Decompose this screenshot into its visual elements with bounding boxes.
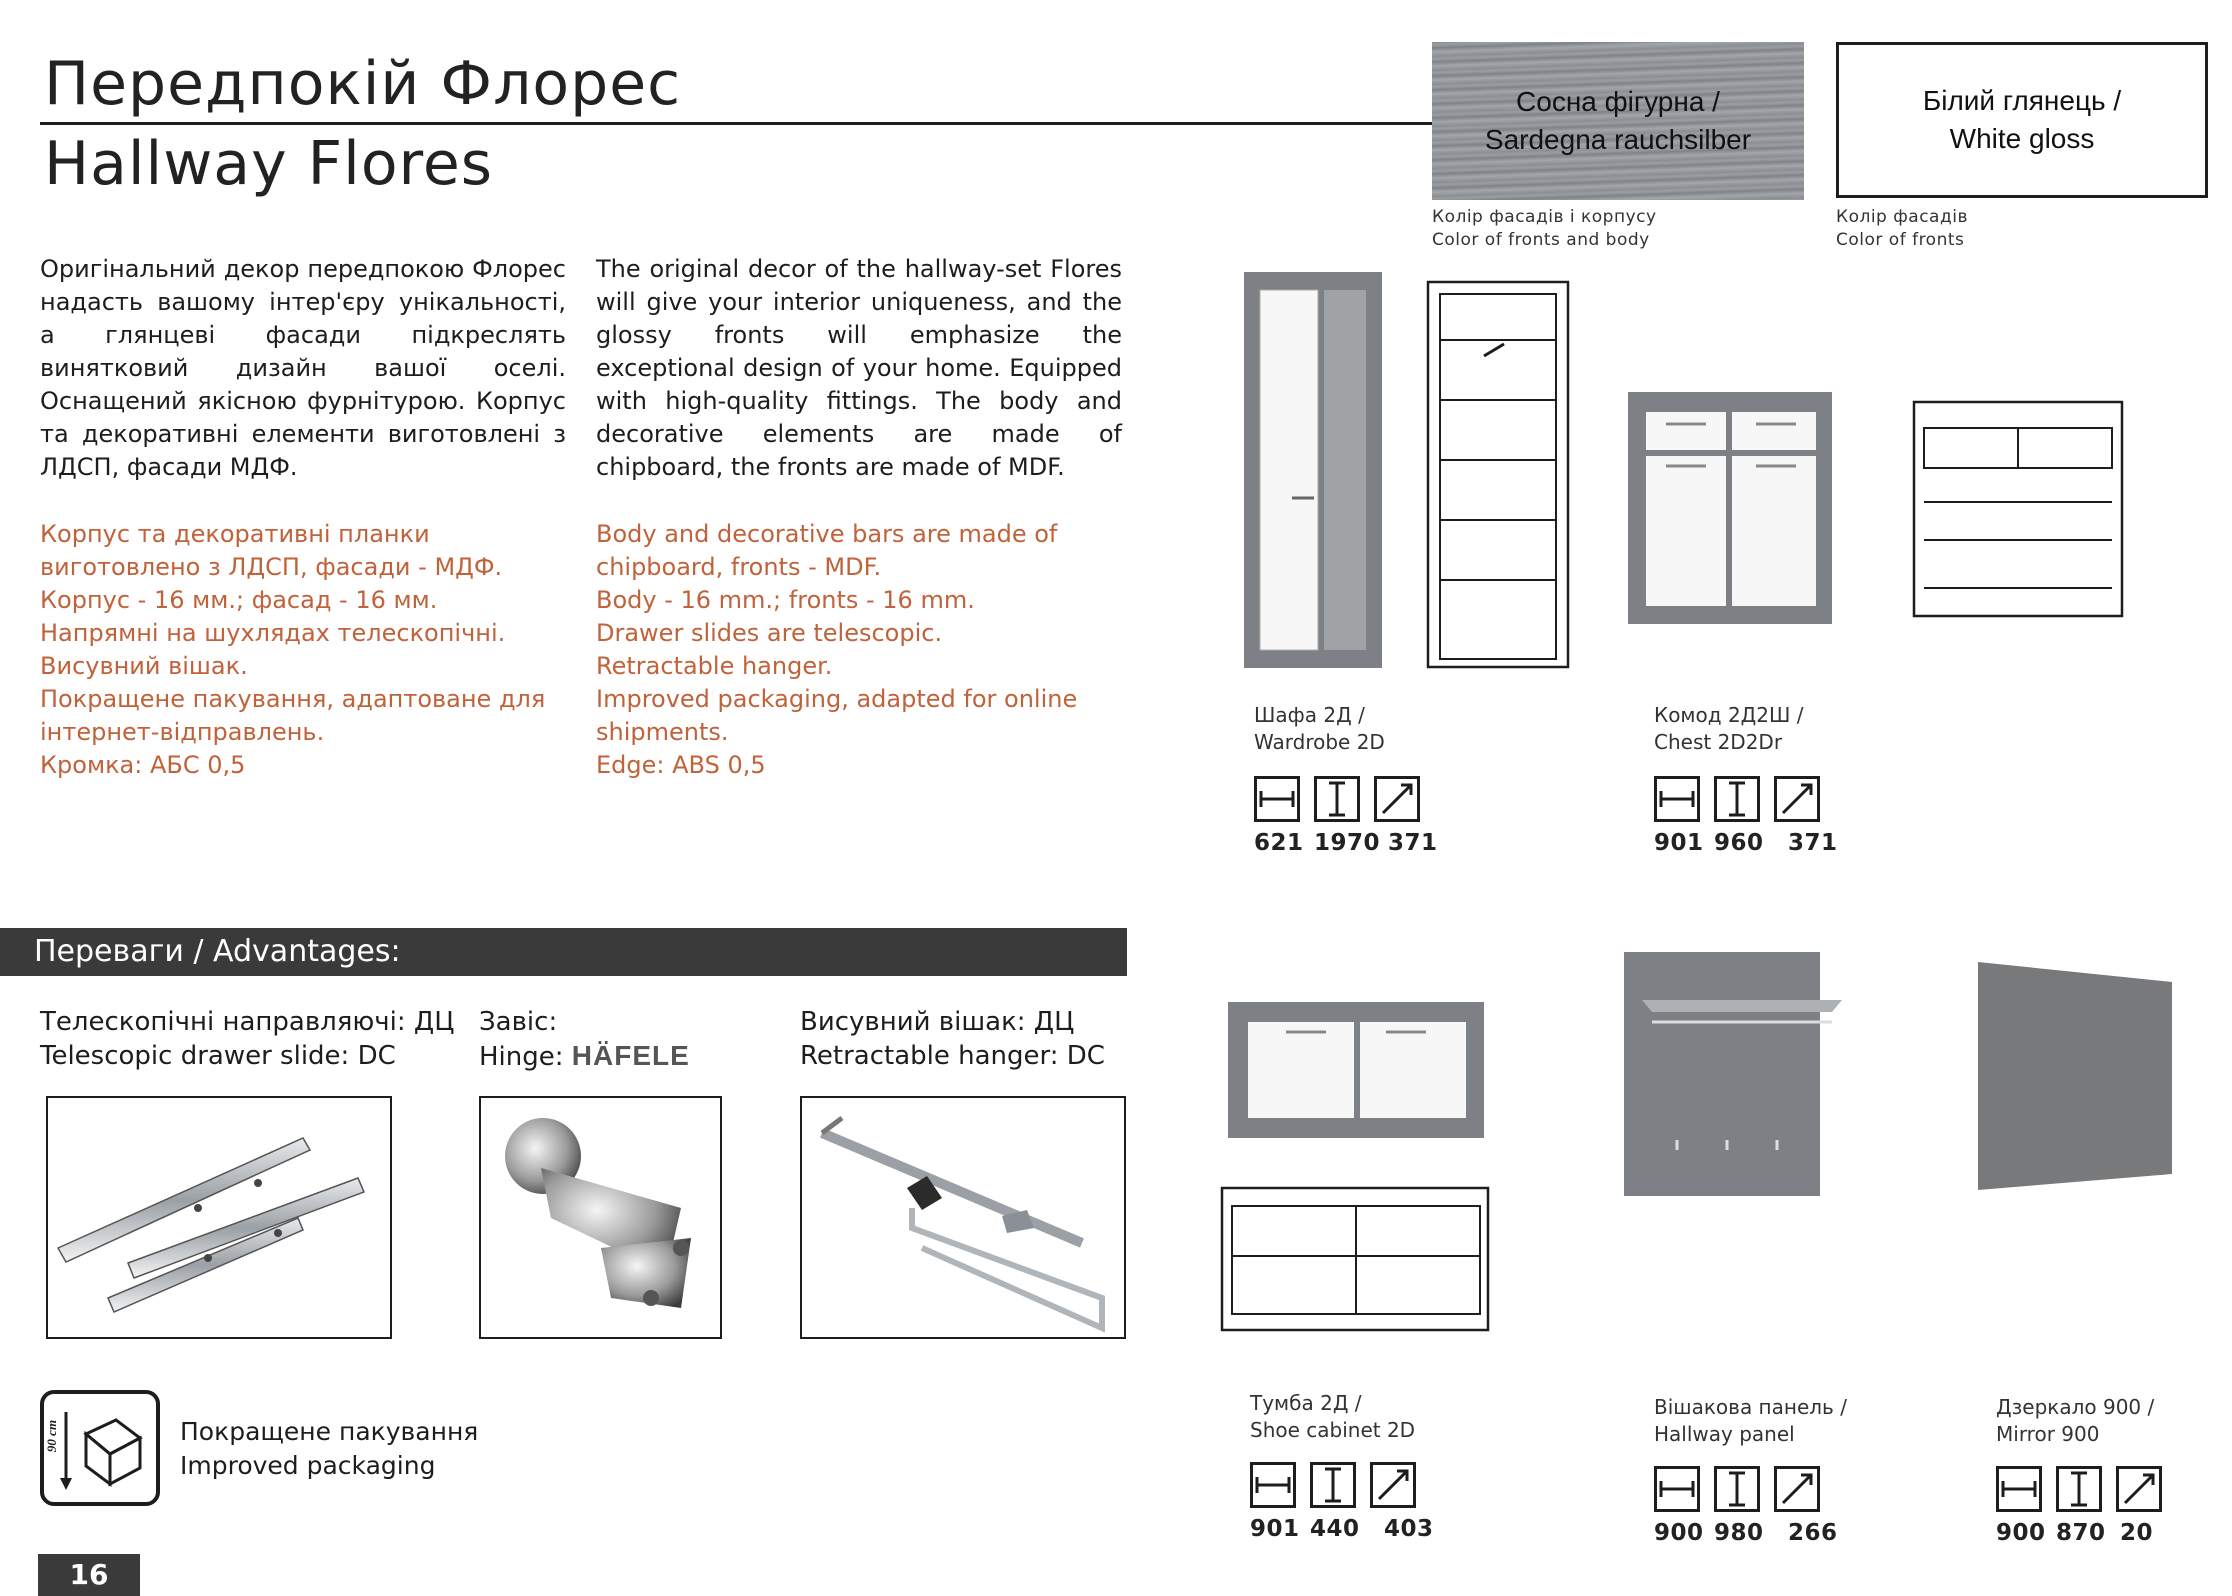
spec-line: Edge: ABS 0,5: [596, 751, 766, 779]
chest-dim-values: [1654, 830, 1838, 856]
product-name-en: Chest 2D2Dr: [1654, 730, 1783, 754]
shoe-cabinet-grey-image: [1226, 1000, 1488, 1150]
mirror-dim-icons: [1996, 1466, 2162, 1512]
mirror-image: [1976, 960, 2176, 1196]
hallway-panel-dim-icons: [1654, 1466, 1820, 1512]
dim-depth: 266: [1788, 1520, 1838, 1546]
mirror-dim-values: [1996, 1520, 2153, 1546]
spec-line: Body - 16 mm.; fronts - 16 mm.: [596, 586, 975, 614]
dim-width: 900: [1996, 1520, 2046, 1546]
product-name-ua: Шафа 2Д /: [1254, 703, 1365, 727]
width-arrow-icon: [1654, 776, 1700, 822]
product-name-ua: Комод 2Д2Ш /: [1654, 703, 1804, 727]
swatch-sardegna-caption: [1432, 206, 1657, 252]
label-en: Hinge:: [479, 1042, 564, 1072]
shoe-cabinet-line-image: [1220, 1186, 1492, 1342]
spec-line: Body and decorative bars are made of chipboard, fronts - MDF.: [596, 520, 1058, 581]
specs-ua: [40, 518, 570, 782]
description-en: The original decor of the hallway-set Flores will give your interior uniqueness, and the glossy fronts will emphasize the exceptional design of your home. Equipped with high-quality fittings. The body and decorative elements are made of chipboard, the fronts are made of MDF.: [596, 255, 1122, 481]
package-size-label: 90 cm: [44, 1419, 60, 1453]
advantage-hanger-label: [800, 1005, 1105, 1073]
depth-arrow-icon: [1370, 1462, 1416, 1508]
product-name-ua: Тумба 2Д /: [1250, 1391, 1362, 1415]
spec-line: Retractable hanger.: [596, 652, 833, 680]
caption-en: Color of fronts and body: [1432, 230, 1650, 250]
height-arrow-icon: [2056, 1466, 2102, 1512]
caption-ua: Колір фасадів: [1836, 207, 1968, 227]
width-arrow-icon: [1996, 1466, 2042, 1512]
label-en: Telescopic drawer slide: DC: [40, 1041, 396, 1071]
packaging-ua: Покращене пакування: [180, 1417, 479, 1446]
chest-grey-image: [1626, 390, 1836, 634]
height-arrow-icon: [1310, 1462, 1356, 1508]
product-wardrobe: [1254, 702, 1385, 756]
height-arrow-icon: [1714, 1466, 1760, 1512]
packaging-en: Improved packaging: [180, 1451, 436, 1480]
swatch-white-gloss: [1836, 42, 2208, 198]
hallway-panel-dim-values: [1654, 1520, 1838, 1546]
dim-depth: 20: [2120, 1520, 2154, 1546]
wardrobe-dim-icons: [1254, 776, 1420, 822]
drawer-slide-photo: [46, 1096, 392, 1339]
hanger-photo: [800, 1096, 1126, 1339]
specs-en: [596, 518, 1126, 782]
label-ua: Завіс:: [479, 1007, 558, 1037]
dim-depth: 371: [1388, 830, 1438, 856]
dim-depth: 371: [1788, 830, 1838, 856]
title-divider: [40, 122, 1444, 125]
depth-arrow-icon: [1774, 776, 1820, 822]
width-arrow-icon: [1654, 1466, 1700, 1512]
spec-line: Напрямні на шухлядах телескопічні.: [40, 619, 506, 647]
spec-line: Кромка: АБС 0,5: [40, 751, 246, 779]
wardrobe-line-image: [1424, 278, 1574, 677]
product-name-en: Hallway panel: [1654, 1422, 1795, 1446]
spec-line: Корпус - 16 мм.; фасад - 16 мм.: [40, 586, 438, 614]
chest-line-image: [1910, 398, 2128, 628]
label-ua: Телескопічні направляючі: ДЦ: [40, 1007, 455, 1037]
dim-width: 901: [1250, 1516, 1300, 1542]
dim-width: 900: [1654, 1520, 1704, 1546]
depth-arrow-icon: [1774, 1466, 1820, 1512]
spec-line: Висувний вішак.: [40, 652, 248, 680]
width-arrow-icon: [1250, 1462, 1296, 1508]
height-arrow-icon: [1314, 776, 1360, 822]
depth-arrow-icon: [2116, 1466, 2162, 1512]
advantage-slides-label: [40, 1005, 454, 1073]
description-ua: Оригінальний декор передпокою Флорес надасть вашому інтер'єру унікальності, а глянцеві фасади підкреслять винятковий дизайн вашої оселі. Оснащений якісною фурнітурою. Корпус та декоративні елементи виготовлені з ЛДСП, фасади МДФ.: [40, 255, 566, 481]
swatch-white-caption: [1836, 206, 1968, 252]
dim-depth: 403: [1384, 1516, 1434, 1542]
product-name-ua: Дзеркало 900 /: [1996, 1395, 2155, 1419]
wardrobe-grey-image: [1240, 268, 1388, 682]
chest-dim-icons: [1654, 776, 1820, 822]
wardrobe-dim-values: [1254, 830, 1438, 856]
swatch-white-label: Білий глянець / White gloss: [1922, 85, 2122, 154]
packaging-text: [180, 1415, 478, 1483]
spec-line: Корпус та декоративні планки виготовлено з ЛДСП, фасади - МДФ.: [40, 520, 503, 581]
dim-height: 980: [1714, 1520, 1764, 1546]
page-number: 16: [38, 1554, 140, 1596]
dim-height: 960: [1714, 830, 1764, 856]
spec-line: Improved packaging, adapted for online shipments.: [596, 685, 1078, 746]
advantages-heading: Переваги / Advantages:: [0, 928, 1127, 976]
hafele-logo: HÄFELE: [571, 1040, 690, 1071]
dim-height: 870: [2056, 1520, 2106, 1546]
title-en: Hallway Flores: [44, 129, 494, 199]
shoe-cabinet-dim-icons: [1250, 1462, 1416, 1508]
product-chest: [1654, 702, 1804, 756]
height-arrow-icon: [1714, 776, 1760, 822]
hinge-photo: [479, 1096, 722, 1339]
product-name-en: Shoe cabinet 2D: [1250, 1418, 1416, 1442]
advantage-hinge-label: [479, 1005, 690, 1074]
product-shoe-cabinet: [1250, 1390, 1415, 1444]
spec-line: Покращене пакування, адаптоване для інтернет-відправлень.: [40, 685, 546, 746]
depth-arrow-icon: [1374, 776, 1420, 822]
dim-width: 621: [1254, 830, 1304, 856]
product-hallway-panel: [1654, 1394, 1847, 1448]
product-name-en: Wardrobe 2D: [1254, 730, 1385, 754]
caption-ua: Колір фасадів і корпусу: [1432, 207, 1657, 227]
shoe-cabinet-dim-values: [1250, 1516, 1434, 1542]
dim-height: 1970: [1314, 830, 1381, 856]
width-arrow-icon: [1254, 776, 1300, 822]
swatch-sardegna: [1432, 42, 1804, 200]
product-mirror: [1996, 1394, 2154, 1448]
title-ua: Передпокій Флорес: [44, 49, 682, 119]
product-name-en: Mirror 900: [1996, 1422, 2100, 1446]
label-ua: Висувний вішак: ДЦ: [800, 1007, 1075, 1037]
package-icon: [40, 1390, 160, 1506]
product-name-ua: Вішакова панель /: [1654, 1395, 1847, 1419]
hallway-panel-image: [1622, 950, 1850, 1204]
label-en: Retractable hanger: DC: [800, 1041, 1105, 1071]
swatch-sardegna-label: Сосна фігурна / Sardegna rauchsilber: [1484, 86, 1752, 155]
spec-line: Drawer slides are telescopic.: [596, 619, 943, 647]
dim-height: 440: [1310, 1516, 1360, 1542]
dim-width: 901: [1654, 830, 1704, 856]
caption-en: Color of fronts: [1836, 230, 1965, 250]
